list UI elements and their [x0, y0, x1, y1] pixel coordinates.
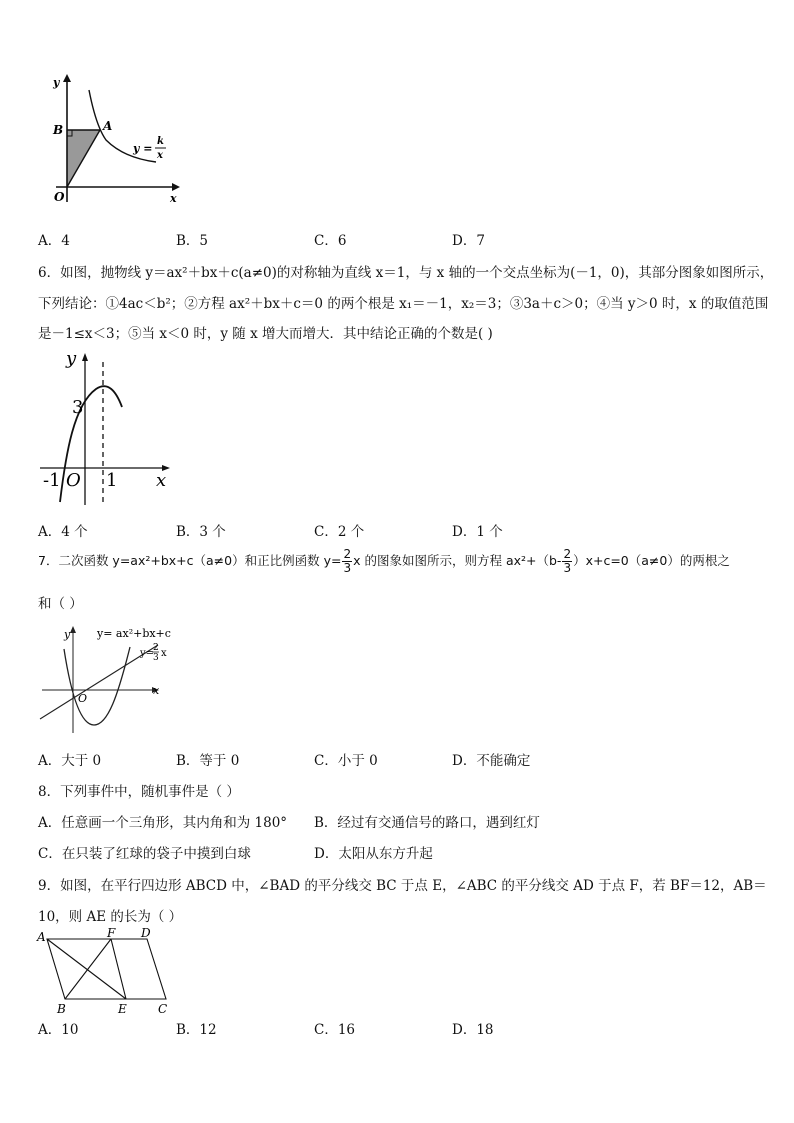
point-b-label: B: [57, 1002, 66, 1016]
q6-stem-line3: 是－1≤x＜3；⑤当 x＜0 时，y 随 x 增大而增大．其中结论正确的个数是( ): [38, 326, 493, 342]
q8-option-d[interactable]: D．太阳从东方升起: [314, 846, 433, 862]
q6-option-b[interactable]: B．3 个: [176, 524, 226, 540]
tick-3-label: 3: [72, 397, 84, 418]
q7-stem-line1: 7．二次函数 y=ax²+bx+c（a≠0）和正比例函数 y= $\frac{2}{3}$ x 的图象如图所示，则方程 ax²+（b- $\frac{2}{3}$ ）x+c=0（a≠0）的两根之: [38, 547, 730, 575]
tick-1-label: 1: [106, 470, 118, 491]
q5-option-d[interactable]: D．7: [452, 233, 485, 249]
q5-option-b[interactable]: B．5: [176, 233, 209, 249]
line-label-prefix: y=: [140, 648, 155, 659]
parabola-curve: [64, 647, 130, 725]
q6-stem-line2: 下列结论：①4ac＜b²；②方程 ax²＋bx＋c＝0 的两个根是 x₁＝－1，x₂＝3；③3a＋c＞0；④当 y＞0 时，x 的取值范围: [38, 296, 769, 312]
q9-stem-line1: 9．如图，在平行四边形 ABCD 中，∠BAD 的平分线交 BC 于点 E，∠ABC 的平分线交 AD 于点 F，若 BF＝12，AB＝: [38, 878, 767, 894]
q7-option-a[interactable]: A．大于 0: [38, 753, 102, 769]
q7-option-b[interactable]: B．等于 0: [176, 753, 240, 769]
q7-stem-line2: 和（ ）: [38, 596, 83, 612]
curve-label: y =: [133, 142, 153, 155]
q8-option-c[interactable]: C．在只装了红球的袋子中摸到白球: [38, 846, 251, 862]
q7-fraction-2-3-b: $\frac{2}{3}$: [563, 547, 572, 575]
q6-option-d[interactable]: D．1 个: [452, 524, 503, 540]
parabola-label: y= ax²+bx+c: [97, 627, 171, 640]
q9-figure: [34, 925, 184, 1017]
y-axis-label: y: [53, 76, 60, 89]
q7-fraction-2-3: $\frac{2}{3}$: [343, 547, 352, 575]
x-axis-label: x: [170, 192, 177, 205]
origin-label: O: [66, 470, 81, 491]
curve-x: x: [157, 150, 163, 161]
q9-stem-line2: 10，则 AE 的长为（ ）: [38, 909, 183, 925]
segment-ae: [47, 939, 126, 999]
q6-figure: [36, 347, 176, 507]
q6-option-c[interactable]: C．2 个: [314, 524, 365, 540]
y-axis-label: y: [66, 348, 77, 369]
point-a-label: A: [37, 930, 46, 944]
point-c-label: C: [158, 1002, 168, 1016]
point-b-label: B: [53, 123, 64, 137]
point-a-label: A: [103, 119, 113, 133]
line-label-num: 2: [153, 643, 159, 653]
point-f-label: F: [107, 926, 116, 940]
tick-neg1-label: -1: [43, 470, 61, 491]
point-e-label: E: [118, 1002, 127, 1016]
q5-figure: [36, 72, 186, 207]
q9-option-c[interactable]: C．16: [314, 1022, 356, 1038]
curve-k: k: [157, 136, 164, 147]
q5-option-c[interactable]: C．6: [314, 233, 347, 249]
origin-label: O: [78, 692, 88, 705]
q6-stem-line1: 6．如图，抛物线 y＝ax²＋bx＋c(a≠0)的对称轴为直线 x＝1，与 x 轴的一个交点坐标为(－1，0)，其部分图象如图所示，: [38, 265, 774, 281]
q7-option-c[interactable]: C．小于 0: [314, 753, 378, 769]
line-label-suffix: x: [161, 648, 167, 659]
y-axis-label: y: [64, 628, 71, 641]
q8-stem: 8．下列事件中，随机事件是（ ）: [38, 784, 240, 800]
q7-figure: [36, 621, 176, 736]
line-label-den: 3: [153, 653, 159, 663]
q9-option-d[interactable]: D．18: [452, 1022, 494, 1038]
q8-option-b[interactable]: B．经过有交通信号的路口，遇到红灯: [314, 815, 540, 831]
q7-option-d[interactable]: D．不能确定: [452, 753, 531, 769]
q5-option-a[interactable]: A．4: [38, 233, 70, 249]
q9-option-b[interactable]: B．12: [176, 1022, 217, 1038]
x-axis-label: x: [153, 684, 160, 697]
point-d-label: D: [141, 926, 151, 940]
origin-label: O: [54, 190, 65, 204]
q6-option-a[interactable]: A．4 个: [38, 524, 88, 540]
x-axis-label: x: [156, 470, 167, 491]
q9-option-a[interactable]: A．10: [38, 1022, 79, 1038]
parallelogram-abcd: [47, 939, 166, 999]
segment-bf: [65, 939, 111, 999]
q8-option-a[interactable]: A．任意画一个三角形，其内角和为 180°: [38, 815, 288, 831]
